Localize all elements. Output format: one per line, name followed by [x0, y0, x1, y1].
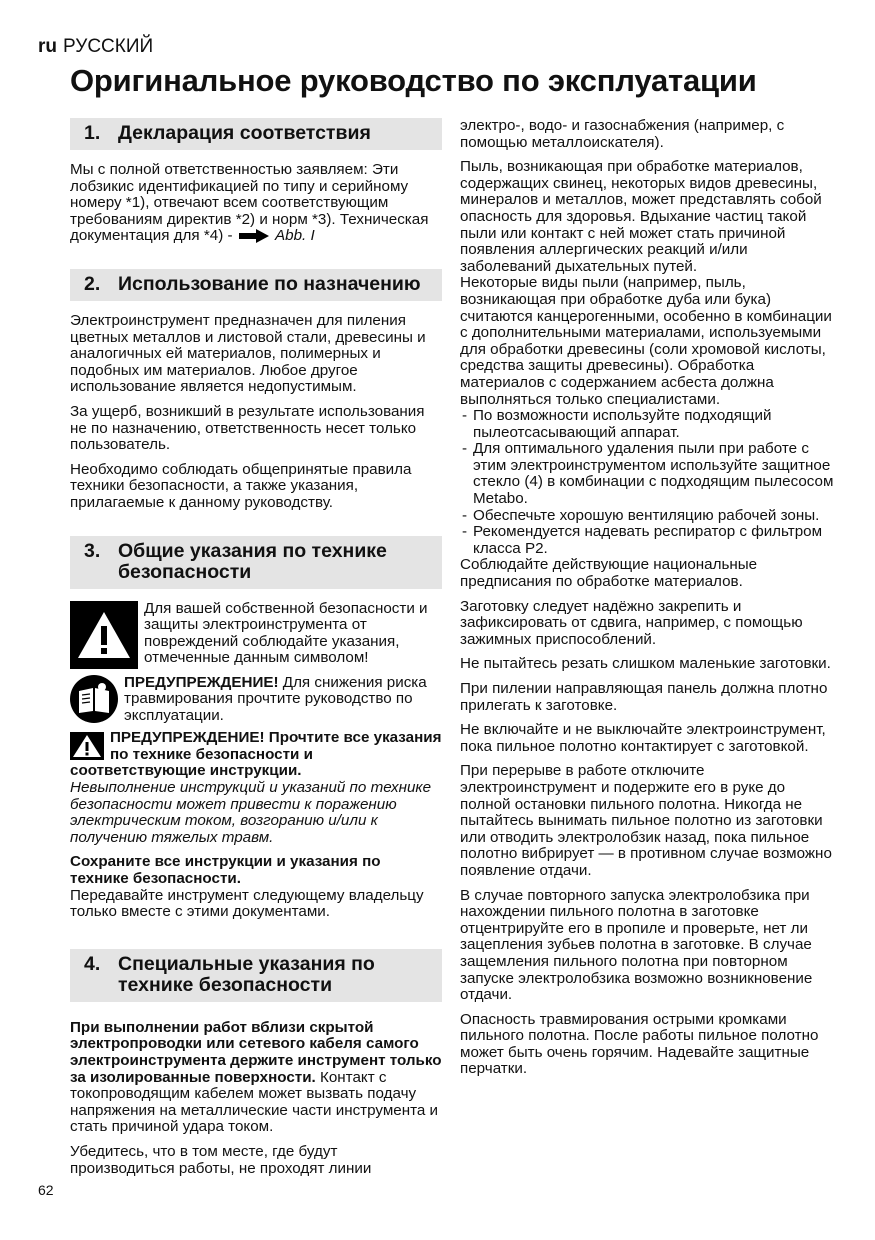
general-warning-bold: ПРЕДУПРЕЖДЕНИЕ! Прочтите все указания по технике безопасности и соответствующие инструкции. — [70, 729, 442, 780]
liability-paragraph: За ущерб, возникший в результате использования не по назначению, ответственность несет только пользователь. — [70, 402, 425, 454]
warning-triangle-small-icon — [70, 732, 104, 760]
language-header — [38, 36, 153, 58]
hidden-wiring-paragraph — [70, 1020, 442, 1136]
section-number: 3. — [84, 539, 101, 562]
hidden-wiring-text: Контакт с токопроводящим кабелем может вызвать подачу напряжения на металлические части инструмента и стать причиной удара током. — [70, 1068, 439, 1136]
figure-reference: Abb. I — [275, 227, 315, 245]
left-column — [70, 118, 442, 1185]
switch-on-off-paragraph: Не включайте и не выключайте электроинструмент, пока пильное полотно контактирует с заготовкой. — [460, 721, 826, 755]
keep-instructions-text: Передавайте инструмент следующему владельцу только вместе с этими документами. — [70, 886, 424, 921]
hidden-wiring-bold: При выполнении работ вблизи скрытой электропроводки или сетевого кабеля самого электроинструмента держите инструмент только за изолированные поверхности. — [70, 1018, 442, 1086]
arrow-right-icon — [239, 229, 269, 243]
list-item: - Рекомендуется надевать респиратор с фильтром класса P2. — [460, 524, 834, 557]
carcinogenic-dust-paragraph: Некоторые виды пыли (например, пыль, возникающая при обработке дуба или бука) считаются канцерогенными, особенно в комбинации с дополнительными материалами, используемыми для обработки древесины (соли хромовой кислоты, средства защиты древесины). Обработка материалов с содержанием асбеста должна выполняться только специалистами. — [460, 274, 832, 408]
right-column — [460, 118, 834, 1086]
keep-instructions-bold: Сохраните все инструкции и указания по технике безопасности. — [70, 853, 381, 888]
warning-text: Для снижения риска травмирования прочтите руководство по эксплуатации. — [124, 673, 427, 724]
dust-hazard-paragraph: Пыль, возникающая при обработке материалов, содержащих свинец, некоторых видов древесины, минералов и металлов, может представлять собой опасность для здоровья. Вдыхание частиц такой пыли или контакт с ней может стать причиной появления аллергических реакций и/или заболеваний дыхательных путей. — [460, 158, 822, 275]
utility-lines-continued: электро-, водо- и газоснабжения (например, с помощью металлоискателя). — [460, 117, 785, 151]
section-number: 1. — [84, 122, 101, 144]
section-title: Специальные указания по технике безопасности — [118, 952, 375, 996]
general-warning-block — [70, 730, 442, 846]
read-manual-row — [70, 675, 442, 725]
sharp-edges-paragraph: Опасность травмирования острыми кромками пильного полотна. После работы пильное полотно может быть очень горячим. Надевайте защитные перчатки. — [460, 1010, 819, 1078]
general-warning-italic: Невыполнение инструкций и указаний по технике безопасности может привести к поражению электрическим током, возгоранию и/или к получению тяжелых травм. — [70, 779, 432, 846]
warning-triangle-icon — [70, 601, 138, 669]
small-workpieces-paragraph: Не пытайтесь резать слишком маленькие заготовки. — [460, 655, 831, 673]
section-title: Использование по назначению — [118, 272, 421, 295]
section-3-heading — [70, 536, 442, 589]
page-number: 62 — [38, 1182, 54, 1198]
section-number: 4. — [84, 952, 101, 975]
section-number: 2. — [84, 272, 101, 295]
list-item: - Для оптимального удаления пыли при работе с этим электроинструментом используйте защитное стекло (4) в комбинации с подходящим пылесосом Metabo. — [460, 441, 834, 507]
keep-instructions-paragraph — [70, 854, 442, 920]
language-code: ru — [38, 36, 57, 57]
clamp-workpiece-paragraph: Заготовку следует надёжно закрепить и зафиксировать от сдвига, например, с помощью зажимных приспособлений. — [460, 597, 803, 648]
list-item: - По возможности используйте подходящий пылеотсасывающий аппарат. — [460, 408, 834, 441]
section-4-heading — [70, 949, 442, 1002]
safety-rules-paragraph: Необходимо соблюдать общепринятые правила техники безопасности, а также указания, прилагаемые к данному руководству. — [70, 460, 412, 511]
document-title: Оригинальное руководство по эксплуатации — [70, 63, 757, 98]
section-title: Декларация соответствия — [118, 122, 371, 144]
restart-paragraph: В случае повторного запуска электролобзика при нахождении пильного полотна в заготовке отцентрируйте его в пропиле и проверьте, нет ли зацепления зубьев полотна в заготовке. В случае защемления пильного полотна при повторном запуске электролобзика возможно возникновение отдачи. — [460, 886, 813, 1004]
dust-measures-list — [460, 408, 834, 557]
section-1-heading — [70, 118, 442, 150]
declaration-text: Мы с полной ответственностью заявляем: Эти лобзикис идентификацией по типу и серийному номеру *1), отвечают всем соответствующим требованиям директив *2) и норм *3). Техническая документация для *4) - — [70, 161, 429, 245]
utility-lines-paragraph: Убедитесь, что в том месте, где будут производиться работы, не проходят линии — [70, 1142, 372, 1177]
guide-plate-paragraph: При пилении направляющая панель должна плотно прилегать к заготовке. — [460, 680, 828, 714]
read-manual-icon — [70, 675, 118, 723]
safety-symbol-text: Для вашей собственной безопасности и защиты электроинструмента от повреждений соблюдайте указания, отмеченные данным символом! — [144, 599, 428, 667]
language-name: РУССКИЙ — [63, 36, 154, 57]
section-title: Общие указания по технике безопасности — [118, 539, 387, 583]
warning-label: ПРЕДУПРЕЖДЕНИЕ! — [124, 673, 279, 691]
safety-symbol-row — [70, 601, 442, 669]
read-manual-text — [124, 675, 442, 725]
intended-use-paragraph: Электроинструмент предназначен для пиления цветных металлов и листовой стали, древесины и аналогичных ей материалов, полимерных и подобных им материалов. Любое другое использование является недопустимым. — [70, 311, 426, 396]
declaration-paragraph — [70, 162, 442, 245]
list-item: - Обеспечьте хорошую вентиляцию рабочей зоны. — [460, 508, 834, 525]
national-regulations-paragraph: Соблюдайте действующие национальные предписания по обработке материалов. — [460, 556, 758, 591]
section-2-heading — [70, 269, 442, 301]
work-break-paragraph: При перерыве в работе отключите электроинструмент и подержите его в руке до полной остановки пильного полотна. Никогда не пытайтесь вынимать пильное полотно из заготовки или отводить электролобзик назад, пока пильное полотно вибрирует — в противном случае возможно появление отдачи. — [460, 762, 832, 879]
